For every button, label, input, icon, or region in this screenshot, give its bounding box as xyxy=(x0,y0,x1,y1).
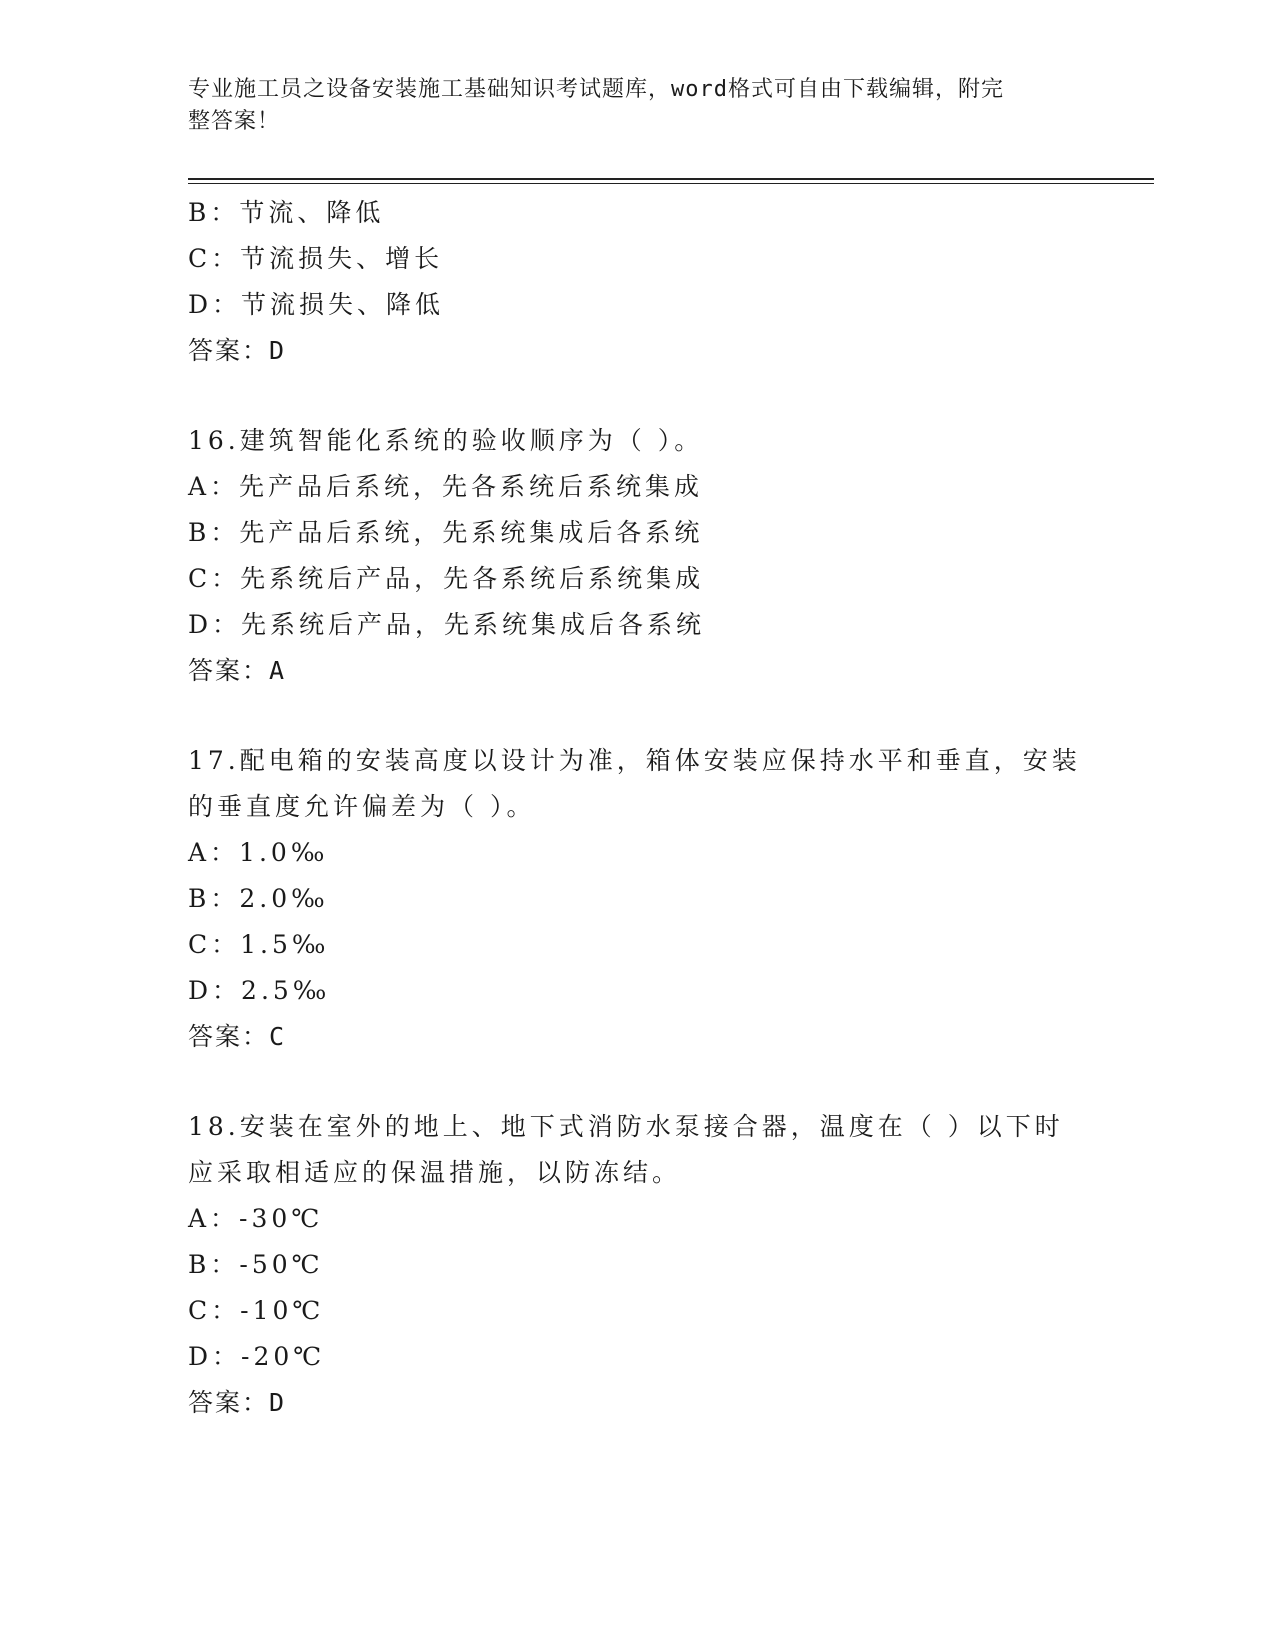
option-b: B：节流、降低 xyxy=(188,198,385,227)
option-d: D：先系统后产品，先系统集成后各系统 xyxy=(188,610,706,639)
spacer xyxy=(188,374,1088,418)
question-text-line-2: 应采取相适应的保温措施，以防冻结。 xyxy=(188,1158,682,1187)
question-15 xyxy=(188,190,1088,374)
question-text-line-1: 17.配电箱的安装高度以设计为准，箱体安装应保持水平和垂直，安装 xyxy=(188,746,1081,775)
option-a: A：1.0‰ xyxy=(188,838,329,867)
header-divider-thick xyxy=(188,178,1154,180)
option-d: D：节流损失、降低 xyxy=(188,290,445,319)
option-b: B：2.0‰ xyxy=(188,884,329,913)
option-c: C：-10℃ xyxy=(188,1296,325,1325)
question-16 xyxy=(188,418,1088,694)
question-18 xyxy=(188,1104,1088,1426)
question-text: 16.建筑智能化系统的验收顺序为（ ）。 xyxy=(188,426,704,455)
option-d: D：-20℃ xyxy=(188,1342,326,1371)
answer: 答案：A xyxy=(188,656,287,685)
question-list xyxy=(188,190,1088,1426)
answer: 答案：D xyxy=(188,336,287,365)
question-text-line-1: 18.安装在室外的地上、地下式消防水泵接合器，温度在（ ）以下时 xyxy=(188,1112,1064,1141)
header-divider-thin xyxy=(188,183,1154,184)
question-17 xyxy=(188,738,1088,1060)
spacer xyxy=(188,1060,1088,1104)
option-a: A：先产品后系统，先各系统后系统集成 xyxy=(188,472,704,501)
option-c: C：节流损失、增长 xyxy=(188,244,444,273)
question-text-line-2: 的垂直度允许偏差为（ ）。 xyxy=(188,792,536,821)
option-c: C：1.5‰ xyxy=(188,930,330,959)
header-line-1: 专业施工员之设备安装施工基础知识考试题库，word格式可自由下载编辑，附完 xyxy=(188,77,1004,102)
option-d: D：2.5‰ xyxy=(188,976,331,1005)
option-b: B：-50℃ xyxy=(188,1250,324,1279)
option-b: B：先产品后系统，先系统集成后各系统 xyxy=(188,518,704,547)
option-c: C：先系统后产品，先各系统后系统集成 xyxy=(188,564,705,593)
answer: 答案：D xyxy=(188,1388,287,1417)
header-line-2: 整答案！ xyxy=(188,109,281,134)
answer: 答案：C xyxy=(188,1022,287,1051)
spacer xyxy=(188,694,1088,738)
document-header xyxy=(188,74,1088,138)
option-a: A：-30℃ xyxy=(188,1204,324,1233)
